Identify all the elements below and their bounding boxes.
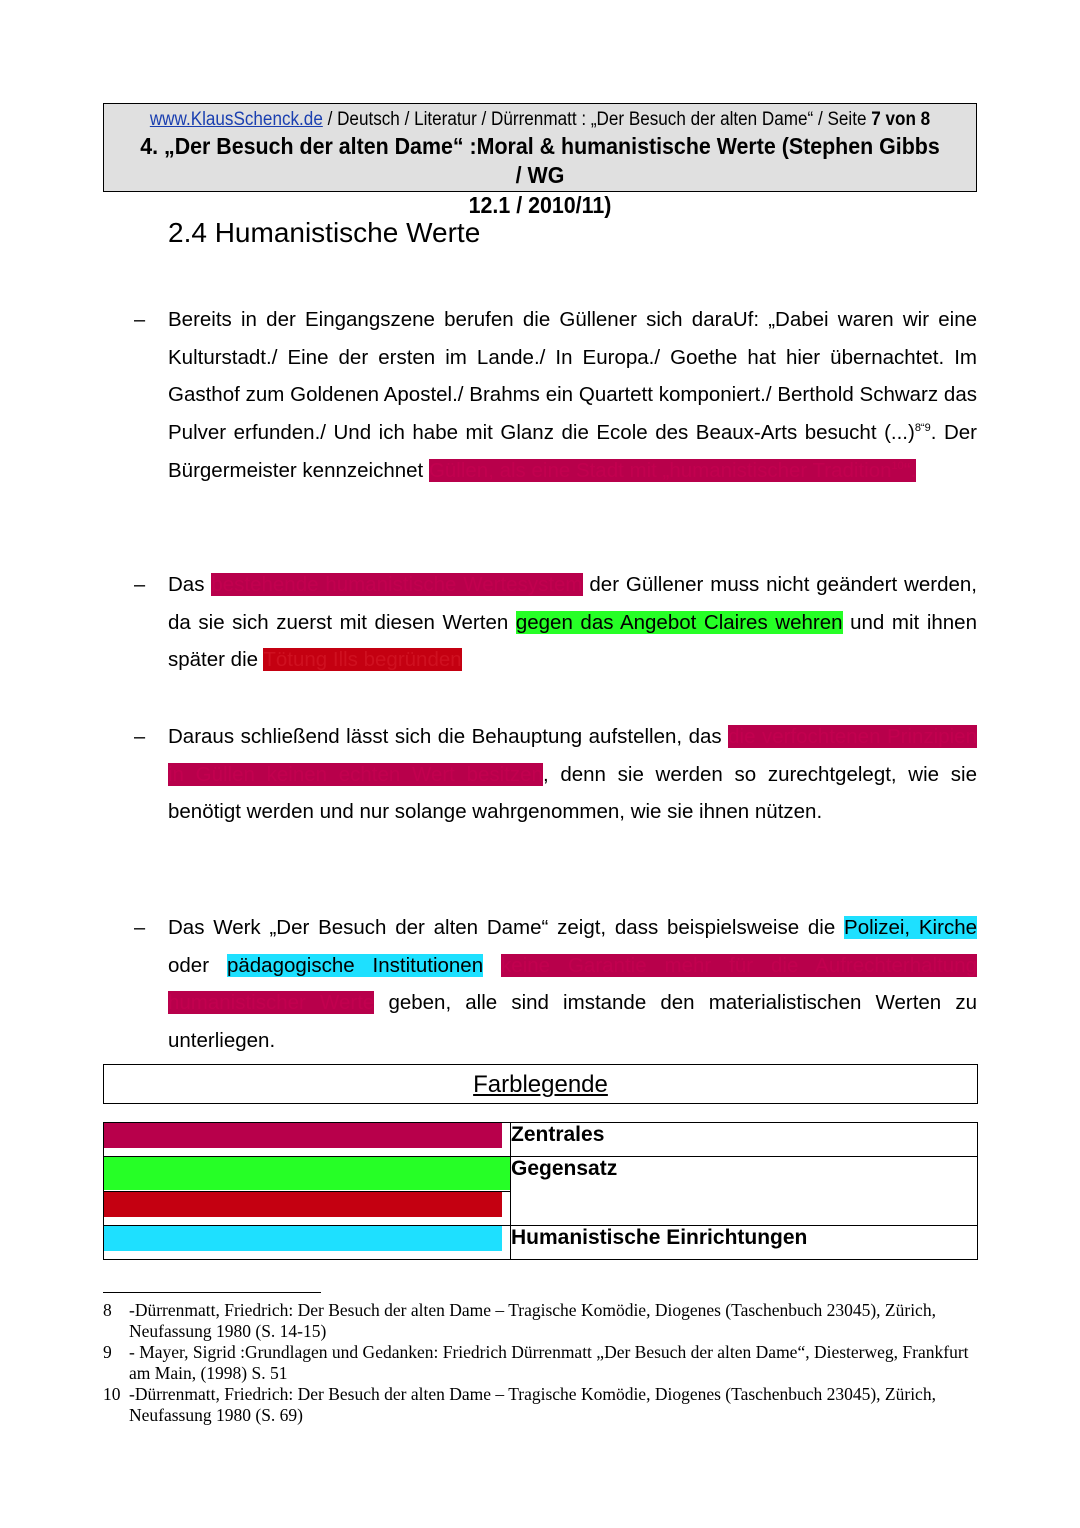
footnote-number: 8 (103, 1300, 112, 1320)
bullet-paragraph-2 (168, 566, 977, 679)
legend-label: Zentrales (511, 1123, 978, 1157)
b3-t2: , denn sie werden so zurechtgelegt, wie sie benötigt werden und nur solange wahrgenommen, wie sie ihnen nützen. (168, 762, 977, 824)
b2-t3: und mit ihnen später die (168, 610, 977, 672)
b4-t1: Das Werk „Der Besuch der alten Dame“ zeigt, dass beispielsweise die (168, 916, 845, 939)
bullet-dash: – (134, 309, 146, 331)
legend-label: Gegensatz (511, 1157, 978, 1226)
b2-highlight-red: Tötung Ills begründen (263, 648, 462, 672)
legend-swatch-cell (104, 1226, 511, 1260)
b3-highlight-central: die verfochtenen Prinzipien in Güllen keinen echten Wert besitzen (168, 725, 977, 786)
bullet-paragraph-3 (168, 718, 977, 831)
b4-highlight-central: keine Garantie mehr für die Aufrechterhaltung humanistischer Werte (168, 953, 977, 1015)
b3-t1: Daraus schließend lässt sich die Behauptung aufstellen, das (168, 725, 729, 748)
footnote-8 (103, 1300, 983, 1342)
legend-row (104, 1157, 978, 1192)
bullet-paragraph-1 (168, 301, 977, 490)
page-header (103, 103, 977, 218)
legend-title: Farblegende (473, 1071, 608, 1098)
b2-t2: der Güllener muss nicht geändert werden, da sie sich zuerst mit diesen Werten (168, 573, 978, 634)
color-legend-table (103, 1122, 978, 1260)
legend-label: Humanistische Einrichtungen (511, 1226, 978, 1260)
b1-highlight (429, 459, 916, 482)
header-path: / Deutsch / Literatur / Dürrenmatt : „Der Besuch der alten Dame“ / Seite (322, 109, 872, 130)
legend-row (104, 1123, 978, 1157)
footnote-ref-8-9: 8“9 (914, 422, 931, 435)
legend-swatch-green (104, 1157, 510, 1190)
page-total: 8 (920, 109, 931, 130)
footnote-number: 10 (103, 1384, 121, 1404)
b4-highlight-institutions-2: pädagogische Institutionen (226, 953, 484, 977)
document-title-line2: 12.1 / 2010/11) (468, 192, 612, 218)
b2-highlight-central: bestehende humanistische Wertesystem (211, 573, 583, 596)
bullet-dash: – (134, 574, 146, 596)
header-breadcrumb (148, 109, 933, 131)
bullet-paragraph-4 (168, 909, 977, 1060)
document-title-line1: 4. „Der Besuch der alten Dame“ :Moral & humanistische Werte (Stephen Gibbs / WG (140, 133, 940, 188)
b1-text1: Bereits in der Eingangszene berufen die Güllener sich daraUf: „Dabei waren wir eine Kulturstadt./ Eine der ersten im Lande./ In Europa./ Goethe hat hier übernachtet. Im Gasthof zum Goldenen Apostel./ Brahms ein Quartett komponiert./ Berthold Schwarz das Pulver erfunden./ Und ich habe mit Glanz die Ecole des Beaux-Arts besucht (...) (168, 308, 977, 445)
b4-t2: oder (168, 953, 227, 977)
footnote-text: -Dürrenmatt, Friedrich: Der Besuch der alten Dame – Tragische Komödie, Diogenes (Taschenbuch 23045), Zürich, Neufassung 1980 (S. 14-15) (129, 1300, 936, 1341)
legend-swatch-magenta (104, 1123, 502, 1148)
legend-row (104, 1226, 978, 1260)
b1-text2: . Der Bürgermeister kennzeichnet (168, 421, 977, 482)
legend-swatch-cell (104, 1123, 511, 1157)
legend-swatch-cell (104, 1192, 511, 1226)
website-link[interactable]: www.KlausSchenck.de (149, 109, 323, 130)
footnote-ref-10: 10 (891, 459, 904, 472)
b4-t4: geben, alle sind imstande den materialistischen Werten zu unterliegen. (168, 991, 977, 1053)
b1-tail: “. (903, 458, 917, 482)
b2-t1: Das (168, 573, 212, 596)
b1-highlight-text: Güllen, als eine Stadt mit „humanistischer Tradition (428, 458, 892, 482)
footnote-separator (103, 1292, 321, 1293)
page-sep: von (880, 109, 921, 130)
section-heading: 2.4 Humanistische Werte (168, 217, 481, 248)
footnote-number: 9 (103, 1342, 112, 1362)
legend-title-box (103, 1064, 978, 1104)
legend-swatch-red (104, 1192, 502, 1217)
legend-swatch-cell (104, 1157, 511, 1192)
b4-highlight-institutions-1: Polizei, Kirche (844, 916, 977, 939)
footnote-9 (103, 1342, 983, 1384)
legend-swatch-cyan (104, 1226, 502, 1251)
footnote-10 (103, 1384, 983, 1426)
bullet-dash: – (134, 917, 146, 939)
b4-t3 (483, 954, 501, 977)
footnote-text: -Dürrenmatt, Friedrich: Der Besuch der alten Dame – Tragische Komödie, Diogenes (Taschenbuch 23045), Zürich, Neufassung 1980 (S. 69) (129, 1384, 936, 1425)
bullet-dash: – (134, 726, 146, 748)
b2-highlight-contrast: gegen das Angebot Claires wehren (515, 610, 843, 634)
page-current: 7 (871, 109, 881, 130)
footnote-text: - Mayer, Sigrid :Grundlagen und Gedanken: Friedrich Dürrenmatt „Der Besuch der alten Dame“, Diesterweg, Frankfurt am Main, (1998) S. 51 (129, 1342, 969, 1383)
